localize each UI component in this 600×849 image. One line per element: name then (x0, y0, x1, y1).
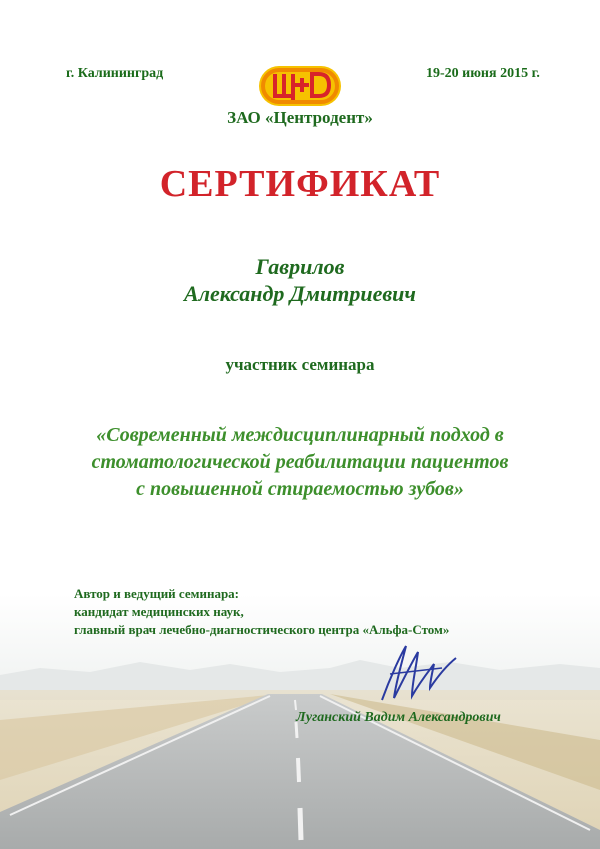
company-name: ЗАО «Центродент» (227, 108, 373, 127)
city-label: г. Калининград (66, 66, 164, 81)
author-line: кандидат медицинских наук, (74, 604, 244, 619)
handwritten-signature (372, 638, 462, 708)
author-line: главный врач лечебно-диагностического центра «Альфа-Стом» (74, 622, 450, 637)
centrodent-logo (257, 64, 343, 108)
participant-given-names: Александр Дмитриевич (184, 281, 416, 306)
event-date: 19-20 июня 2015 г. (426, 66, 540, 81)
seminar-topic-line: с повышенной стираемостью зубов» (136, 478, 464, 500)
seminar-topic-line: стоматологической реабилитации пациентов (91, 451, 509, 473)
participant-role: участник семинара (225, 355, 375, 374)
signer-name: Луганский Вадим Александрович (296, 710, 501, 725)
author-line: Автор и ведущий семинара: (74, 586, 240, 601)
seminar-topic-line: «Современный междисциплинарный подход в (96, 424, 504, 446)
participant-surname: Гаврилов (255, 254, 345, 279)
certificate-title: СЕРТИФИКАТ (159, 163, 441, 205)
